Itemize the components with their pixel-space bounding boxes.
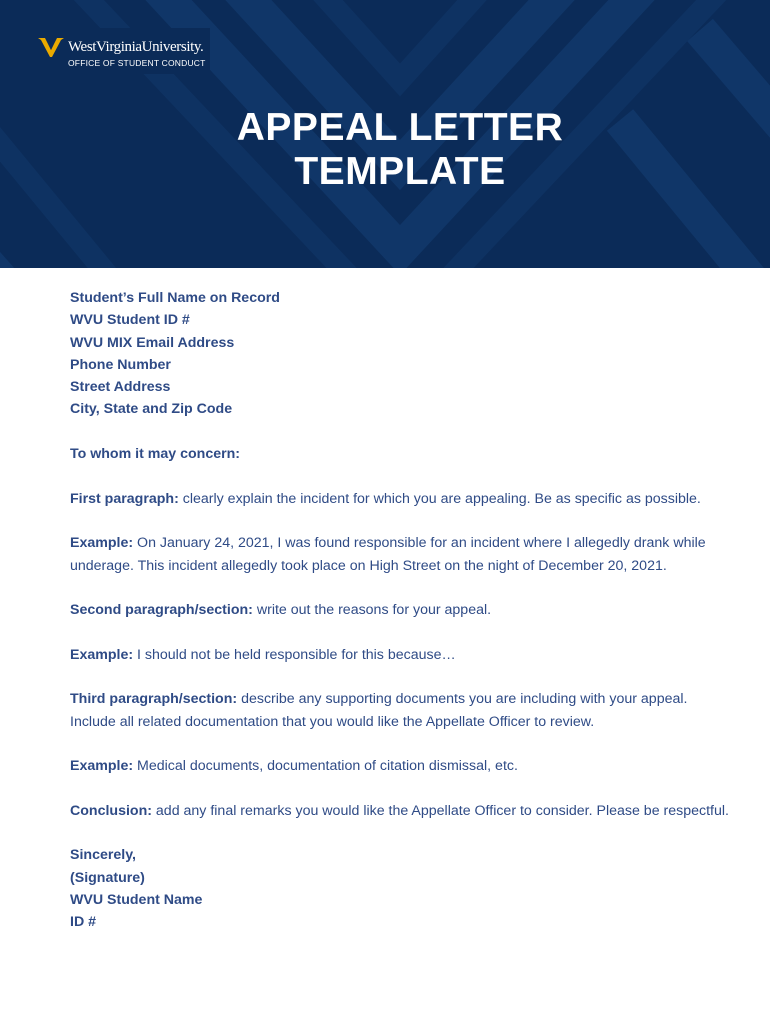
section-label: Conclusion:: [70, 802, 152, 819]
wvu-logo[interactable]: [26, 28, 210, 74]
section-label: Example:: [70, 535, 134, 552]
section-text: clearly explain the incident for which you are appealing. Be as specific as possible.: [178, 490, 701, 507]
section-example-1: [70, 532, 730, 577]
logo-wordmark: WestVirginiaUniversity.: [68, 39, 204, 55]
sender-city: City, State and Zip Code: [70, 401, 233, 418]
section-text: add any final remarks you would like the Appellate Officer to consider. Please be respectful.: [151, 802, 729, 819]
sender-street: Street Address: [70, 379, 171, 396]
section-text: write out the reasons for your appeal.: [252, 602, 492, 619]
section-text: I should not be held responsible for this because…: [133, 646, 456, 663]
sender-block: [70, 287, 730, 421]
flying-wv-icon: [38, 36, 64, 58]
section-example-3: [70, 755, 730, 777]
section-text: On January 24, 2021, I was found responsible for an incident where I allegedly drank while underage. This incident allegedly took place on High Street on the night of December 20, 2021.: [70, 535, 706, 574]
closing-student-id: ID #: [70, 914, 97, 931]
section-label: Example:: [70, 758, 134, 775]
sender-phone: Phone Number: [70, 356, 171, 373]
signature-placeholder: (Signature): [70, 869, 145, 886]
sender-email: WVU MIX Email Address: [70, 334, 235, 351]
letter-body: [70, 287, 730, 934]
title-line-2: TEMPLATE: [294, 150, 506, 193]
title-line-1: APPEAL LETTER: [236, 106, 564, 149]
section-conclusion: [70, 800, 730, 822]
section-label: Third paragraph/section:: [70, 691, 238, 708]
section-label: First paragraph:: [70, 490, 179, 507]
section-label: Second paragraph/section:: [70, 602, 253, 619]
section-label: Example:: [70, 646, 134, 663]
salutation: To whom it may concern:: [70, 446, 241, 463]
sender-student-id: WVU Student ID #: [70, 312, 190, 329]
section-text: describe any supporting documents you are including with your appeal. Include all related documentation that you would like the Appellate Officer to review.: [70, 691, 688, 730]
section-third-paragraph: [70, 688, 730, 733]
section-first-paragraph: [70, 488, 730, 510]
closing-student-name: WVU Student Name: [70, 892, 203, 909]
section-text: Medical documents, documentation of citation dismissal, etc.: [133, 758, 518, 775]
section-example-2: [70, 644, 730, 666]
logo-office-name: OFFICE OF STUDENT CONDUCT: [68, 58, 206, 68]
section-second-paragraph: [70, 599, 730, 621]
closing-block: [70, 844, 730, 933]
sender-name: Student’s Full Name on Record: [70, 290, 280, 306]
header-banner: [0, 0, 770, 268]
page-title: [0, 106, 770, 194]
sign-off: Sincerely,: [70, 847, 136, 864]
